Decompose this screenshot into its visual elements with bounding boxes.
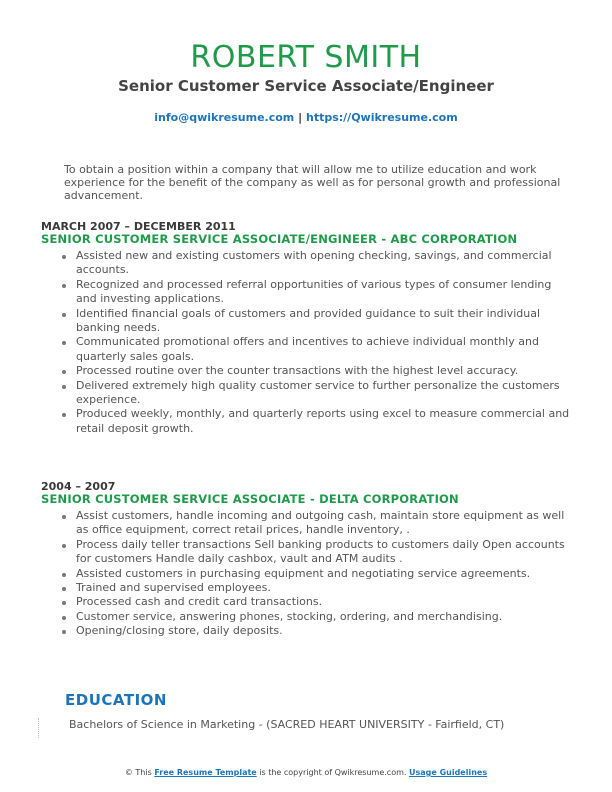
contact-line <box>0 111 612 125</box>
education-divider <box>38 718 39 738</box>
experience-entry-1 <box>41 220 571 436</box>
experience-title: SENIOR CUSTOMER SERVICE ASSOCIATE - DELTA CORPORATION <box>41 492 459 506</box>
education-entry: Bachelors of Science in Marketing - (SACRED HEART UNIVERSITY - Fairfield, CT) <box>69 718 505 731</box>
bullet-item: Customer service, answering phones, stocking, ordering, and merchandising. <box>76 610 571 624</box>
bullet-item: Recognized and processed referral opportunities of various types of consumer lending and investing applications. <box>76 278 571 307</box>
experience-bullets <box>41 509 571 639</box>
bullet-item: Communicated promotional offers and incentives to achieve individual monthly and quarterly sales goals. <box>76 335 571 364</box>
experience-bullets <box>41 249 571 436</box>
experience-dates: MARCH 2007 – DECEMBER 2011 <box>41 220 236 233</box>
bullet-item: Assisted new and existing customers with opening checking, savings, and commercial accounts. <box>76 249 571 278</box>
footer-middle: is the copyright of Qwikresume.com. <box>259 768 407 777</box>
bullet-item: Delivered extremely high quality customer service to further personalize the customers experience. <box>76 379 571 408</box>
free-resume-template-link[interactable]: Free Resume Template <box>154 768 257 777</box>
footer-prefix: © This <box>124 768 152 777</box>
candidate-name: ROBERT SMITH <box>190 40 422 75</box>
experience-entry-2 <box>41 480 571 639</box>
bullet-item: Processed cash and credit card transactions. <box>76 595 571 609</box>
education-heading: EDUCATION <box>65 691 167 709</box>
contact-separator: | <box>298 111 303 124</box>
job-title-heading: Senior Customer Service Associate/Engineer <box>118 77 494 95</box>
experience-dates: 2004 – 2007 <box>41 480 116 493</box>
bullet-item: Processed routine over the counter transactions with the highest level accuracy. <box>76 364 571 378</box>
bullet-item: Process daily teller transactions Sell banking products to customers daily Open accounts for customers Handle daily cashbox, vault and ATM audits . <box>76 538 571 567</box>
objective-paragraph: To obtain a position within a company that will allow me to utilize education and work experience for the benefit of the company as well as for personal growth and professional advancement. <box>64 163 561 202</box>
bullet-item: Opening/closing store, daily deposits. <box>76 624 571 638</box>
usage-guidelines-link[interactable]: Usage Guidelines <box>408 768 488 777</box>
experience-title: SENIOR CUSTOMER SERVICE ASSOCIATE/ENGINEER - ABC CORPORATION <box>41 232 518 246</box>
bullet-item: Produced weekly, monthly, and quarterly reports using excel to measure commercial and retail deposit growth. <box>76 407 570 435</box>
email-link[interactable]: info@qwikresume.com <box>154 111 295 124</box>
website-link[interactable]: https://Qwikresume.com <box>305 111 458 124</box>
bullet-item: Assisted customers in purchasing equipment and negotiating service agreements. <box>76 567 571 581</box>
bullet-item: Identified financial goals of customers and provided guidance to suit their individual banking needs. <box>76 307 571 336</box>
bullet-item: Assist customers, handle incoming and outgoing cash, maintain store equipment as well as office equipment, correct retail prices, handle inventory, . <box>76 509 571 538</box>
bullet-item: Trained and supervised employees. <box>76 581 571 595</box>
footer <box>0 768 612 778</box>
